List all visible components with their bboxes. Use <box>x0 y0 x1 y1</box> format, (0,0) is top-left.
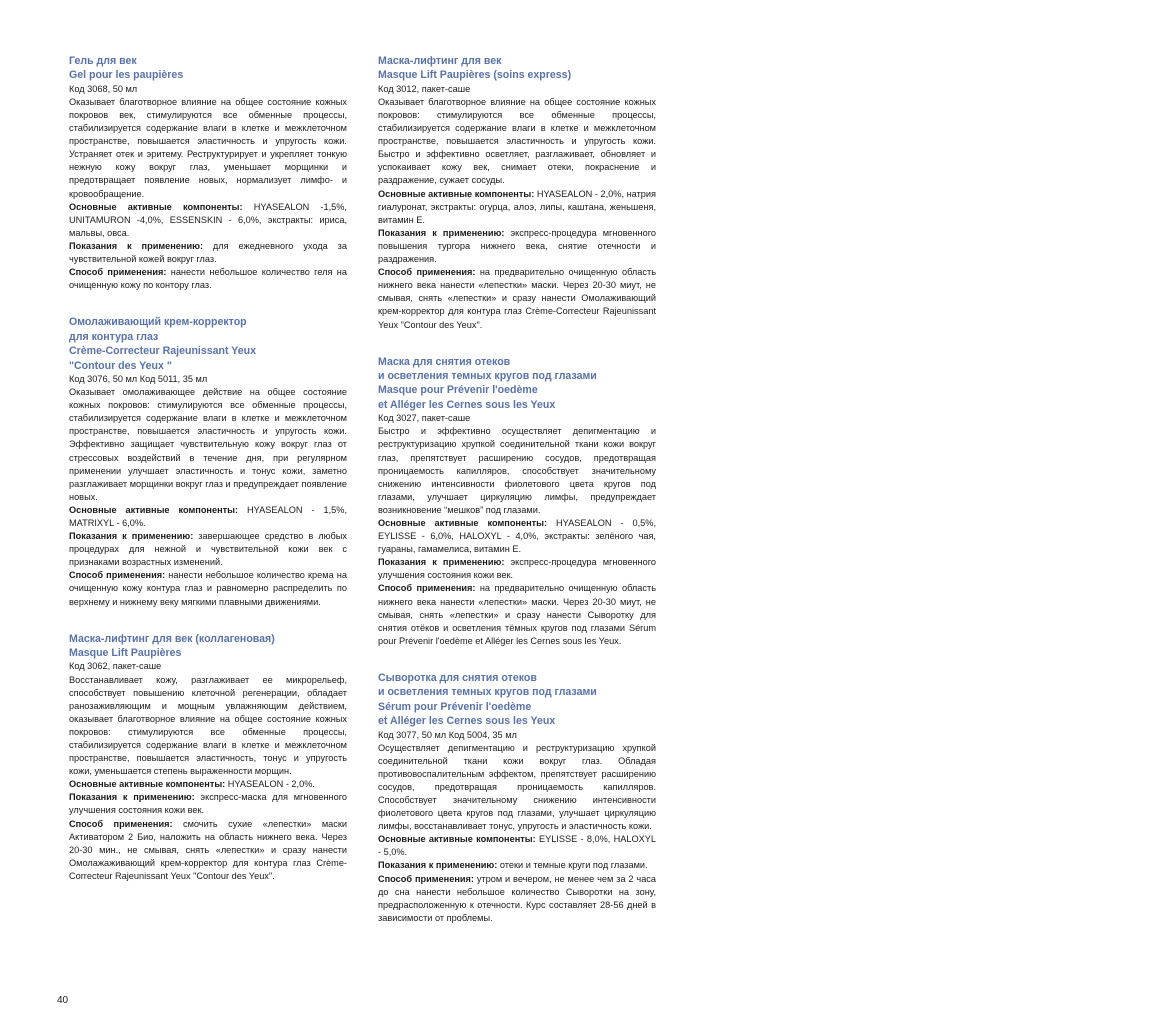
product-title-fr: "Contour des Yeux " <box>69 359 172 372</box>
product-title-fr: Sérum pour Prévenir l'oedème <box>378 700 532 713</box>
item-text: завершающее средство в любых процедурах для нежной и чувствительной кожи век с признаками возрастных изменений. <box>69 531 347 568</box>
product-title: Сыворотка для снятия отеков <box>378 671 537 684</box>
product-title: и осветления темных кругов под глазами <box>378 686 597 699</box>
item-text: отеки и темные круги под глазами. <box>497 860 648 871</box>
item-label: Способ применения: <box>69 570 166 581</box>
product-title: Маска для снятия отеков <box>378 355 511 368</box>
item-text: нанести небольшое количество крема на очищенную кожу контура глаз и равномерно распределить по верхнему и нижнему веку мягкими плавными движениями. <box>69 570 347 607</box>
product-title: Маска-лифтинг для век <box>378 55 502 67</box>
item-text: HYASEALON - 1,5%, MATRIXYL - 6,0%. <box>69 504 347 528</box>
product-title-fr: Masque pour Prévenir l'oedème <box>378 384 538 397</box>
product-title-fr: Masque Lift Paupières <box>69 647 182 660</box>
active-components <box>69 201 347 240</box>
product-anti-puffiness-serum <box>378 671 656 925</box>
product-code: Код 3062, пакет-саше <box>69 661 162 672</box>
item-label: Способ применения: <box>378 873 474 884</box>
left-column <box>69 54 347 906</box>
application-method <box>69 818 347 883</box>
product-description: Оказывает омолаживающее действие на общее состояние кожных покровов: стимулируются все обменные процессы, стабилизируется содержание влаги в клетке и межклеточном пространстве, повышается эластичность и упругость кожи. Эффективно защищает чувствительную кожу вокруг глаз от стрессовых воздействий в течение дня, при регулярном применении улучшает эластичность и тонус кожи, заметно разглаживает морщинки вокруг глаз и предупреждает появление новых. <box>69 387 347 502</box>
item-text: HYASEALON - 0,5%, EYLISSE - 6,0%, HALOXYL - 4,0%, экстракты: зелёного чая, гуараны, гамамелиса, витамин Е. <box>378 517 656 555</box>
indications <box>69 530 347 569</box>
product-title: Маска-лифтинг для век (коллагеновая) <box>69 632 275 645</box>
product-eye-gel <box>69 54 347 292</box>
page-number: 40 <box>57 995 69 1006</box>
product-eye-lift-mask-express <box>378 54 656 332</box>
product-title: и осветления темных кругов под глазами <box>378 370 597 382</box>
item-text: на предварительно очищенную область нижнего века нанести «лепестки» маски. Через 20-30 миут, не смывая, снять «лепестки» и сразу нанести Омолаживающий крем-корректор для контура глаз Crème-Correcteur Rajeunissant Yeux "Contour des Yeux". <box>378 267 656 330</box>
product-eye-cream-corrector <box>69 315 347 608</box>
product-title-fr: et Alléger les Cernes sous les Yeux <box>378 715 556 728</box>
item-text: экспресс-процедура мгновенного улучшения состояния кожи век. <box>378 557 656 581</box>
product-title: для контура глаз <box>69 330 159 343</box>
item-label: Основные активные компоненты: <box>69 201 243 212</box>
product-title-fr: Crème-Correcteur Rajeunissant Yeux <box>69 345 257 358</box>
item-text: EYLISSE - 8,0%, HALOXYL - 5,0%. <box>378 834 656 858</box>
item-text: утром и вечером, не менее чем за 2 часа до сна нанести небольшое количество Сыворотки на зону, предрасположенную к отечности. Курс составляет 28-56 дней в зависимости от проблемы. <box>378 873 657 923</box>
item-label: Способ применения: <box>69 267 167 278</box>
product-title: Гель для век <box>69 55 137 67</box>
indications <box>378 227 656 266</box>
item-label: Способ применения: <box>378 583 476 594</box>
item-text: HYASEALON - 2,0%, натрия гиалуронат, экстракты: огурца, алоэ, липы, каштана, женьшеня, витамин Е. <box>378 188 656 225</box>
item-label: Показания к применению: <box>378 557 505 568</box>
application-method <box>378 582 656 647</box>
item-label: Показания к применению: <box>69 531 194 542</box>
item-text: экспресс-процедура мгновенного повышения тургора нижнего века, снятие отечности и раздражения. <box>378 227 656 265</box>
product-description: Восстанавливает кожу, разглаживает ее микрорельеф, способствует повышению клеточной регенерации, обладает ранозаживляющим и мощным увлажняющим действием, оказывает благотворное влияние на общее состояние кожных покровов: стимулируются все обменные процессы, стабилизируется содержание влаги в клетке и межклеточном пространстве, повышается эластичность, тонус и упругость кожи, уменьшается степень выраженности морщин. <box>69 674 347 777</box>
item-label: Показания к применению: <box>69 240 204 251</box>
active-components <box>378 188 656 227</box>
item-text: HYASEALON - 2,0%. <box>225 779 315 790</box>
application-method <box>69 266 347 292</box>
active-components <box>378 517 656 556</box>
application-method <box>378 266 656 331</box>
indications <box>378 859 656 872</box>
item-label: Показания к применению: <box>69 792 195 803</box>
item-text: экспресс-маска для мгновенного улучшения состояния кожи век. <box>69 792 347 816</box>
product-description: Осуществляет депигментацию и реструктуризацию хрупкой соединительной ткани кожи вокруг глаз. Обладая противовоспалительным эффектом, препятствует расширению сосудов, предотвращая проницаемость капилляров. Способствует значительному снижению интенсивности фиолетового цвета кругов под глазами, улучшает циркуляцию лимфы, восстанавливает тонус, упругость и эластичность кожи. <box>378 742 656 832</box>
active-components <box>69 504 347 530</box>
indications <box>378 556 656 582</box>
product-code: Код 3012, пакет-саше <box>378 83 471 94</box>
item-text: на предварительно очищенную область нижнего века нанести «лепестки» маски. Через 20-30 миут, не смывая, снять «лепестки» и сразу нанести Сыворотку для снятия отёков и осветления тёмных кругов под глазами Sérum pour Prévenir l'oedème et Alléger les Cernes sous les Yeux. <box>378 583 656 646</box>
product-title-fr: Masque Lift Paupières (soins express) <box>378 69 572 82</box>
item-text: смочить сухие «лепестки» маски Активатором 2 Био, наложить на область нижнего века. Через 20-30 мин., не смывая, снять «лепестки» и сразу нанести Омолажаживающий крем-корректор для контура глаз Crème-Correcteur Rajeunissant Yeux "Contour des Yeux". <box>69 818 347 881</box>
product-description: Оказывает благотворное влияние на общее состояние кожных покровов: стимулируются все обменные процессы, стабилизируется содержание влаги в клетке и межклеточном пространстве, повышается эластичность и упругость кожи. Быстро и эффективно осветляет, разглаживает, обновляет и успокаивает кожу век, снимает отеки, покраснение и раздражение, сужает сосуды. <box>378 96 656 186</box>
item-label: Способ применения: <box>69 818 173 829</box>
indications <box>69 791 347 817</box>
product-code: Код 3076, 50 мл Код 5011, 35 мл <box>69 373 208 384</box>
product-code: Код 3068, 50 мл <box>69 83 138 94</box>
product-title: Омолаживающий крем-корректор <box>69 316 247 329</box>
item-label: Основные активные компоненты: <box>378 517 548 528</box>
application-method <box>378 873 656 925</box>
item-label: Способ применения: <box>378 267 476 278</box>
item-text: HYASEALON -1,5%, UNITAMURON -4,0%, ESSENSKIN - 6,0%, экстракты: ириса, мальвы, овса. <box>69 201 347 238</box>
item-text: нанести небольшое количество геля на очищенную кожу по контору глаз. <box>69 267 347 291</box>
product-eye-lift-mask-collagen <box>69 632 347 883</box>
product-title-fr: et Alléger les Cernes sous les Yeux <box>378 398 556 411</box>
product-description: Оказывает благотворное влияние на общее состояние кожных покровов век, стимулируются все обменные процессы, стабилизируется содержание влаги в клетке и межклеточном пространстве, повышается эластичность и упругость кожи. Устраняет отек и эритему. Реструктурирует и укрепляет тонкую нежную кожу вокруг глаз, уменьшает морщинки и предотвращает появление новых, нормализует лимфо- и кровообращение. <box>69 96 347 199</box>
application-method <box>69 569 347 608</box>
product-code: Код 3027, пакет-саше <box>378 413 471 424</box>
product-anti-puffiness-mask <box>378 355 656 648</box>
active-components <box>69 778 347 791</box>
item-label: Основные активные компоненты: <box>378 834 536 845</box>
item-label: Основные активные компоненты: <box>69 504 239 515</box>
active-components <box>378 833 656 859</box>
item-label: Показания к применению: <box>378 227 505 238</box>
item-label: Основные активные компоненты: <box>69 779 226 790</box>
product-title-fr: Gel pour les paupières <box>69 69 184 82</box>
item-text: для ежедневного ухода за чувствительной кожей вокруг глаз. <box>69 240 347 265</box>
item-label: Основные активные компоненты: <box>378 188 535 199</box>
product-code: Код 3077, 50 мл Код 5004, 35 мл <box>378 729 517 740</box>
item-label: Показания к применению: <box>378 860 498 871</box>
indications <box>69 240 347 266</box>
product-description: Быстро и эффективно осуществляет депигментацию и реструктуризацию хрупкой соединительной ткани кожи вокруг глаз, препятствует расширению сосудов, предотвращая проницаемость капилляров, способствует значительному снижению интенсивности фиолетового цвета кругов под глазами, улучшает циркуляцию лимфы, предупреждает возникновение “мешков” под глазами. <box>378 426 656 515</box>
right-column <box>378 54 656 948</box>
